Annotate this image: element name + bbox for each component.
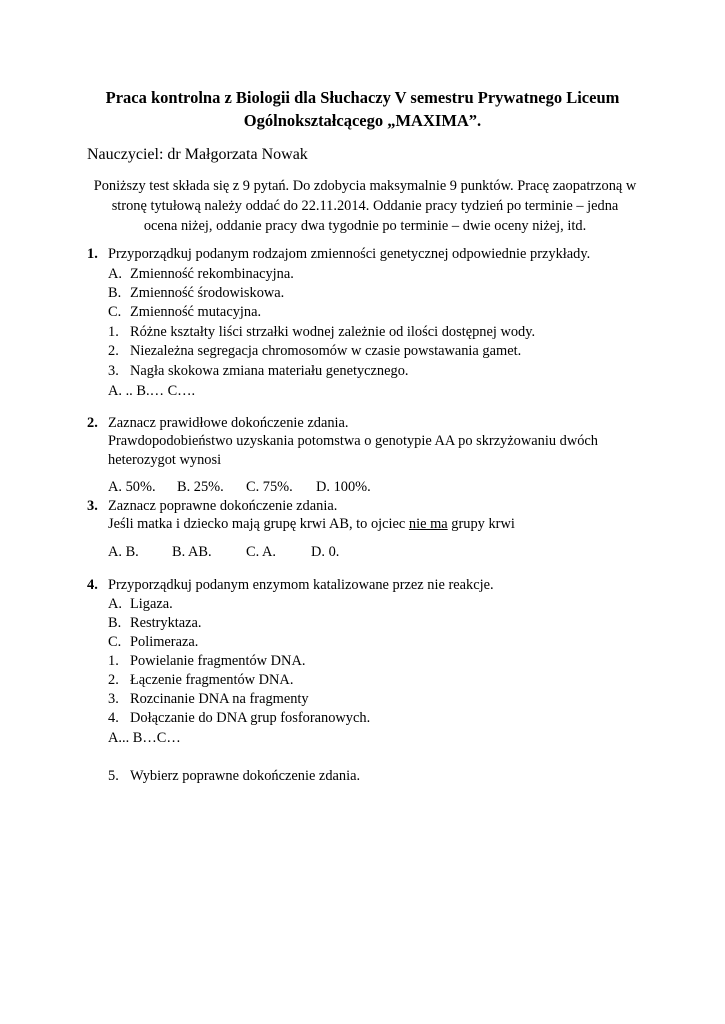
question-1-example-2 <box>108 342 521 360</box>
question-5-number: 5. <box>108 768 119 784</box>
question-5-text: Wybierz poprawne dokończenie zdania. <box>130 768 361 784</box>
question-1-text: Przyporządkuj podanym rodzajom zmienności genetycznej odpowiednie przykłady. <box>108 246 591 262</box>
question-1-number: 1. <box>87 246 98 262</box>
question-3-option-c: C. A. <box>246 544 276 560</box>
title-line-1: Praca kontrolna z Biologii dla Słuchaczy V semestru Prywatnego Liceum <box>105 88 620 107</box>
question-3-number: 3. <box>87 498 98 514</box>
option-label: A. <box>108 596 122 612</box>
option-text: Zmienność mutacyjna. <box>130 304 262 320</box>
question-2-option-d: D. 100%. <box>316 479 371 495</box>
intro-line-1: Poniższy test składa się z 9 pytań. Do zdobycia maksymalnie 9 punktów. Pracę zaopatrzoną w <box>93 178 637 194</box>
question-1-option-a <box>108 265 294 283</box>
example-label: 3. <box>108 363 119 379</box>
page-title <box>60 86 665 132</box>
question-2-text-line-2: heterozygot wynosi <box>108 452 222 468</box>
question-3-option-a: A. B. <box>108 544 139 560</box>
reaction-label: 3. <box>108 691 119 707</box>
question-4-text: Przyporządkuj podanym enzymom katalizowane przez nie reakcje. <box>108 577 494 593</box>
option-text: Zmienność środowiskowa. <box>130 285 285 301</box>
question-3-text-start: Jeśli matka i dziecko mają grupę krwi AB, to ojciec <box>108 516 409 532</box>
title-line-2: Ogólnokształcącego „MAXIMA”. <box>243 111 482 130</box>
question-3-instruction: Zaznacz poprawne dokończenie zdania. <box>108 498 338 514</box>
reaction-label: 2. <box>108 672 119 688</box>
example-text: Różne kształty liści strzałki wodnej zależnie od ilości dostępnej wody. <box>130 324 536 340</box>
example-text: Nagła skokowa zmiana materiału genetycznego. <box>130 363 409 379</box>
option-label: B. <box>108 615 122 631</box>
reaction-label: 1. <box>108 653 119 669</box>
example-text: Niezależna segregacja chromosomów w czasie powstawania gamet. <box>130 343 522 359</box>
question-5 <box>108 767 360 785</box>
question-4-option-c <box>108 633 198 651</box>
option-label: B. <box>108 285 122 301</box>
question-4-reaction-1 <box>108 652 305 670</box>
question-4-reaction-4 <box>108 709 370 727</box>
question-1-option-c <box>108 303 261 321</box>
question-4-reaction-2 <box>108 671 293 689</box>
reaction-text: Dołączanie do DNA grup fosforanowych. <box>130 710 371 726</box>
question-3-option-b: B. AB. <box>172 544 212 560</box>
question-3-text <box>108 515 515 533</box>
question-4-option-b <box>108 614 202 632</box>
question-2-number: 2. <box>87 415 98 431</box>
question-2-option-c: C. 75%. <box>246 479 293 495</box>
intro-line-2: stronę tytułową należy oddać do 22.11.2014. Oddanie pracy tydzień po terminie – jedna <box>111 198 619 214</box>
question-2-option-a: A. 50%. <box>108 479 156 495</box>
teacher-name: Nauczyciel: dr Małgorzata Nowak <box>87 146 308 163</box>
intro-paragraph <box>80 176 650 236</box>
example-label: 2. <box>108 343 119 359</box>
question-1-example-3 <box>108 362 409 380</box>
question-3-text-end: grupy krwi <box>447 516 515 532</box>
question-2-instruction: Zaznacz prawidłowe dokończenie zdania. <box>108 415 349 431</box>
question-1-example-1 <box>108 323 535 341</box>
option-label: C. <box>108 304 122 320</box>
reaction-text: Powielanie fragmentów DNA. <box>130 653 306 669</box>
reaction-text: Łączenie fragmentów DNA. <box>130 672 294 688</box>
option-label: C. <box>108 634 122 650</box>
question-1-answer: A. .. B.… C…. <box>108 383 196 399</box>
example-label: 1. <box>108 324 119 340</box>
option-text: Restryktaza. <box>130 615 202 631</box>
reaction-label: 4. <box>108 710 119 726</box>
question-1-option-b <box>108 284 284 302</box>
option-text: Polimeraza. <box>130 634 199 650</box>
question-2-option-b: B. 25%. <box>177 479 224 495</box>
question-4-answer: A... B…C… <box>108 730 181 746</box>
question-4-number: 4. <box>87 577 98 593</box>
question-4-option-a <box>108 595 173 613</box>
question-4-reaction-3 <box>108 690 309 708</box>
option-label: A. <box>108 266 122 282</box>
option-text: Zmienność rekombinacyjna. <box>130 266 294 282</box>
question-2-text-line-1: Prawdopodobieństwo uzyskania potomstwa o genotypie AA po skrzyżowaniu dwóch <box>108 433 599 449</box>
intro-line-3: ocena niżej, oddanie pracy dwa tygodnie po terminie – dwie oceny niżej, itd. <box>143 218 587 234</box>
question-3-underlined: nie ma <box>408 516 448 532</box>
option-text: Ligaza. <box>130 596 173 612</box>
question-3-option-d: D. 0. <box>311 544 340 560</box>
reaction-text: Rozcinanie DNA na fragmenty <box>130 691 309 707</box>
